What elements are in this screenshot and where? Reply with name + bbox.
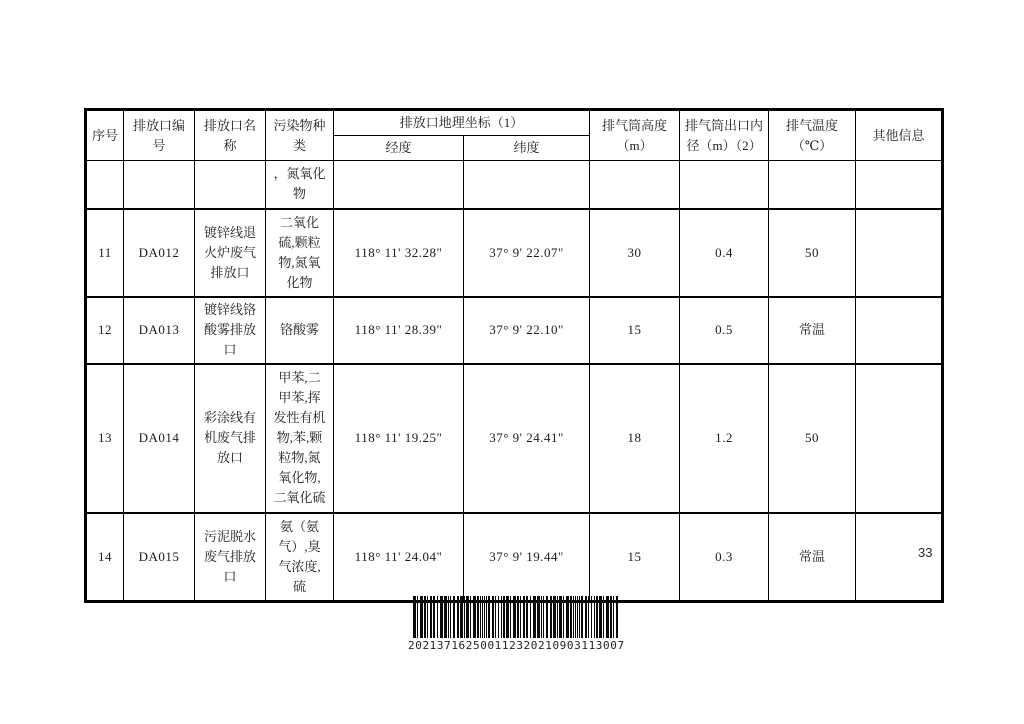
- cell-stack-diameter: 0.3: [680, 513, 769, 602]
- cell-exhaust-temp: 常温: [769, 513, 856, 602]
- header-longitude: 经度: [334, 136, 464, 161]
- cell-exhaust-temp: 50: [769, 209, 856, 298]
- cell-outlet-name: [195, 161, 266, 209]
- cell-stack-height: 15: [590, 513, 680, 602]
- table-header: [86, 110, 943, 161]
- cell-seq: [86, 161, 124, 209]
- cell-outlet-name: 污泥脱水废气排放口: [195, 513, 266, 602]
- cell-stack-diameter: 0.5: [680, 297, 769, 363]
- cell-outlet-name: 彩涂线有机废气排放口: [195, 364, 266, 513]
- cell-longitude: 118° 11' 24.04": [334, 513, 464, 602]
- cell-seq: 13: [86, 364, 124, 513]
- header-seq: 序号: [86, 110, 124, 161]
- cell-stack-height: 15: [590, 297, 680, 363]
- cell-pollutants: 甲苯,二甲苯,挥发性有机物,苯,颗粒物,氮氧化物,二氧化硫: [266, 364, 334, 513]
- cell-stack-height: 18: [590, 364, 680, 513]
- cell-longitude: 118° 11' 28.39": [334, 297, 464, 363]
- table-row: [86, 513, 943, 602]
- cell-stack-height: [590, 161, 680, 209]
- table-row: [86, 364, 943, 513]
- cell-latitude: [464, 161, 590, 209]
- cell-outlet-no: [124, 161, 195, 209]
- header-stack-diameter: 排气筒出口内径（m）（2）: [680, 110, 769, 161]
- table-row-carryover: [86, 161, 943, 209]
- cell-latitude: 37° 9' 22.10": [464, 297, 590, 363]
- header-outlet-name: 排放口名称: [195, 110, 266, 161]
- cell-latitude: 37° 9' 19.44": [464, 513, 590, 602]
- barcode-number: 202137162500112320210903113007: [408, 639, 625, 652]
- cell-longitude: 118° 11' 32.28": [334, 209, 464, 298]
- cell-latitude: 37° 9' 24.41": [464, 364, 590, 513]
- cell-other-info: [856, 364, 943, 513]
- cell-stack-height: 30: [590, 209, 680, 298]
- header-outlet-no: 排放口编号: [124, 110, 195, 161]
- cell-pollutants: 铬酸雾: [266, 297, 334, 363]
- table-row: [86, 209, 943, 298]
- barcode-bars-icon: [411, 596, 621, 638]
- cell-outlet-no: DA015: [124, 513, 195, 602]
- cell-exhaust-temp: [769, 161, 856, 209]
- cell-stack-diameter: 0.4: [680, 209, 769, 298]
- cell-pollutants: 氨（氨气）,臭气浓度,硫: [266, 513, 334, 602]
- cell-outlet-no: DA013: [124, 297, 195, 363]
- cell-other-info: [856, 297, 943, 363]
- header-other-info: 其他信息: [856, 110, 943, 161]
- cell-latitude: 37° 9' 22.07": [464, 209, 590, 298]
- header-geo-coord: 排放口地理坐标（1）: [334, 110, 590, 136]
- emission-outlet-table: [84, 108, 944, 603]
- header-latitude: 纬度: [464, 136, 590, 161]
- header-exhaust-temp: 排气温度（℃）: [769, 110, 856, 161]
- header-stack-height: 排气筒高度（m）: [590, 110, 680, 161]
- header-pollutant-type: 污染物种类: [266, 110, 334, 161]
- table-row: [86, 297, 943, 363]
- cell-stack-diameter: 1.2: [680, 364, 769, 513]
- cell-other-info: [856, 209, 943, 298]
- cell-longitude: 118° 11' 19.25": [334, 364, 464, 513]
- cell-outlet-no: DA012: [124, 209, 195, 298]
- cell-outlet-no: DA014: [124, 364, 195, 513]
- cell-pollutants: ，氮氧化物: [266, 161, 334, 209]
- cell-outlet-name: 镀锌线退火炉废气排放口: [195, 209, 266, 298]
- cell-exhaust-temp: 50: [769, 364, 856, 513]
- cell-seq: 14: [86, 513, 124, 602]
- cell-outlet-name: 镀锌线铬酸雾排放口: [195, 297, 266, 363]
- cell-exhaust-temp: 常温: [769, 297, 856, 363]
- cell-seq: 12: [86, 297, 124, 363]
- cell-pollutants: 二氧化硫,颗粒物,氮氧化物: [266, 209, 334, 298]
- cell-longitude: [334, 161, 464, 209]
- barcode: [408, 596, 624, 652]
- cell-other-info: [856, 161, 943, 209]
- page-number: 33: [918, 545, 933, 560]
- cell-seq: 11: [86, 209, 124, 298]
- cell-stack-diameter: [680, 161, 769, 209]
